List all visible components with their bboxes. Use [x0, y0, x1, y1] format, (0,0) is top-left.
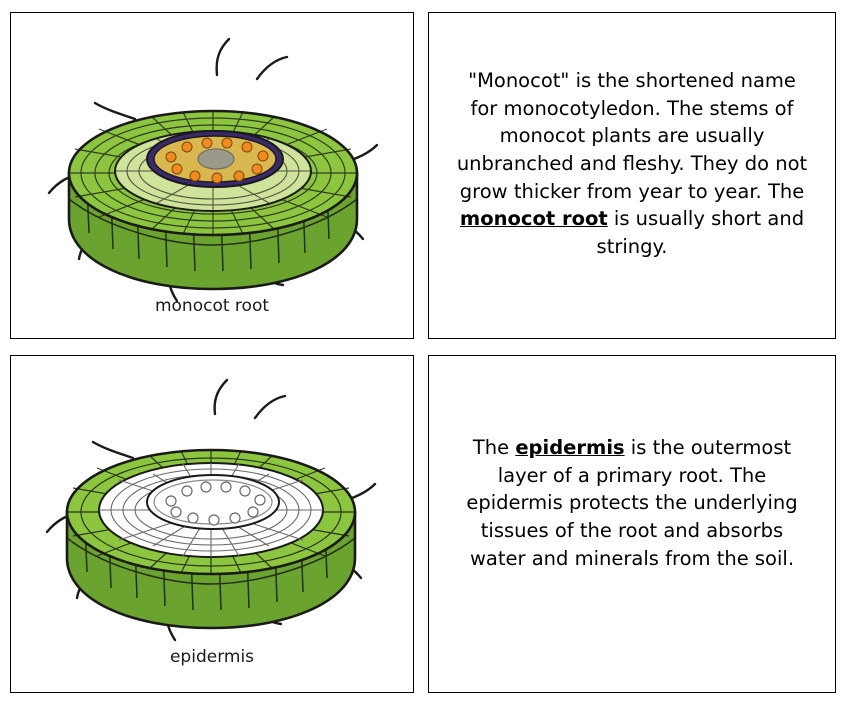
card-monocot-root-text: [428, 12, 836, 339]
monocot-text-part-3: is usually short and stringy.: [596, 207, 805, 259]
monocot-root-paragraph: [455, 67, 809, 261]
card-label-epidermis: epidermis: [169, 647, 255, 667]
epidermis-paragraph: [455, 434, 809, 572]
pith-center: [198, 149, 234, 169]
monocot-root-figure: [11, 13, 413, 338]
epidermis-text-part-1: The: [472, 436, 516, 459]
monocot-root-term: monocot root: [459, 207, 608, 231]
epidermis-term: epidermis: [515, 436, 625, 459]
card-label-monocot-root: monocot root: [154, 296, 270, 316]
monocot-text-part-1: "Monocot" is the shortened name for monocotyledon. The stems of monocot plants are usually unbranched and fleshy. They do not grow thicker from year to year. The: [456, 69, 808, 203]
epidermis-text-part-3: is the outermost layer of a primary root. The epidermis protects the underlying tissues of the root and absorbs water and minerals from the soil.: [466, 436, 798, 570]
epidermis-figure: [11, 356, 413, 692]
card-monocot-root-image: [10, 12, 414, 339]
card-epidermis-image: [10, 355, 414, 693]
card-epidermis-text: [428, 355, 836, 693]
